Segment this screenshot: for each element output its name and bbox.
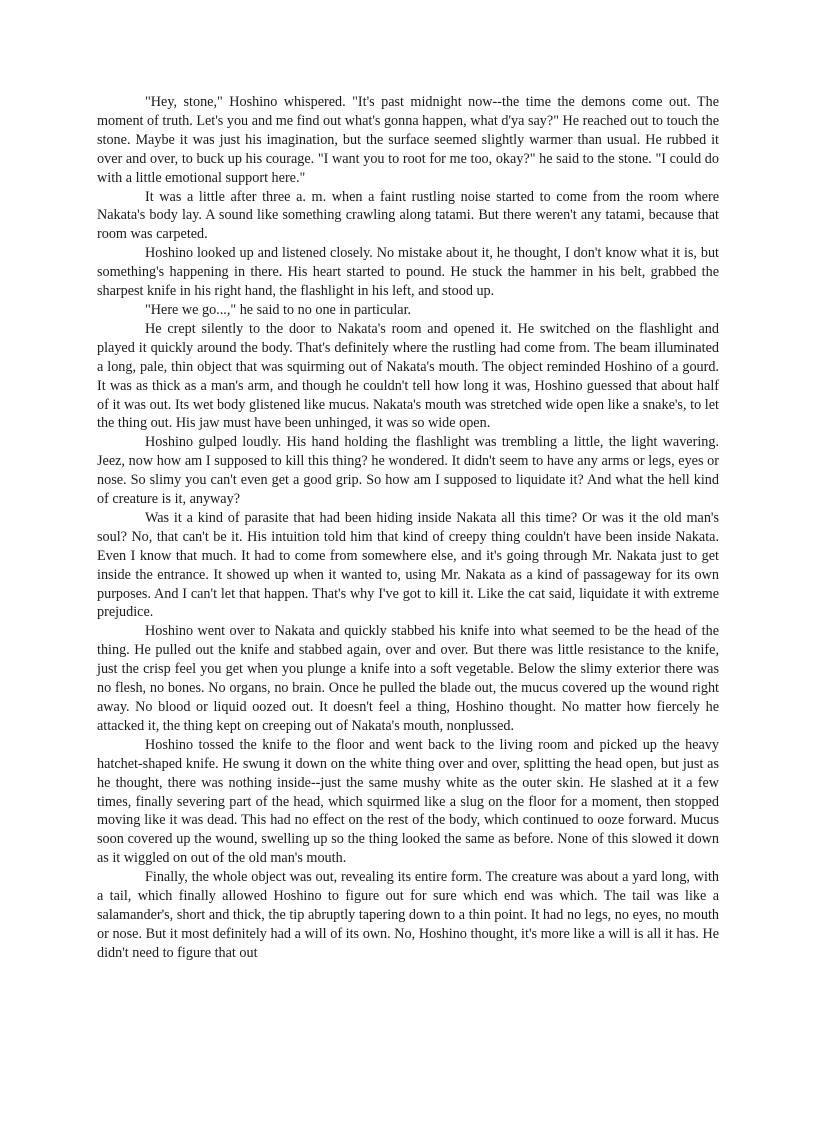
- paragraph: "Hey, stone," Hoshino whispered. "It's past midnight now--the time the demons come out. The moment of truth. Let's you and me find out what's gonna happen, what d'ya say?" He reached out to touch the stone. Maybe it was just his imagination, but the surface seemed slightly warmer than usual. He rubbed it over and over, to buck up his courage. "I want you to root for me too, okay?" he said to the stone. "I could do with a little emotional support here.": [97, 94, 719, 186]
- paragraph: Hoshino gulped loudly. His hand holding the flashlight was trembling a little, the light wavering. Jeez, now how am I supposed to kill this thing? he wondered. It didn't seem to have any arms or legs, eyes or nose. So slimy you can't even get a good grip. So how am I supposed to liquidate it? And what the hell kind of creature is it, anyway?: [97, 434, 719, 508]
- document-page: [97, 93, 719, 963]
- paragraph: Was it a kind of parasite that had been hiding inside Nakata all this time? Or was it the old man's soul? No, that can't be it. His intuition told him that kind of creepy thing couldn't have been inside Nakata. Even I know that much. It had to come from somewhere else, and it's going through Mr. Nakata just to get inside the entrance. It showed up when it wanted to, using Mr. Nakata as a kind of passageway for its own purposes. And I can't let that happen. That's why I've got to kill it. Like the cat said, liquidate it with extreme prejudice.: [97, 509, 719, 621]
- paragraph: He crept silently to the door to Nakata's room and opened it. He switched on the flashlight and played it quickly around the body. That's definitely where the rustling had come from. The beam illuminated a long, pale, thin object that was squirming out of Nakata's mouth. The object reminded Hoshino of a gourd. It was as thick as a man's arm, and though he couldn't tell how long it was, Hoshino guessed that about half of it was out. Its wet body glistened like mucus. Nakata's mouth was stretched wide open like a snake's, to let the thing out. His jaw must have been unhinged, it was so wide open.: [97, 320, 719, 432]
- paragraph: It was a little after three a. m. when a faint rustling noise started to come from the room where Nakata's body lay. A sound like something crawling along tatami. But there weren't any tatami, because that room was carpeted.: [97, 188, 719, 243]
- paragraph: Hoshino tossed the knife to the floor and went back to the living room and picked up the heavy hatchet-shaped knife. He swung it down on the white thing over and over, splitting the head open, but just as he thought, there was nothing inside--just the same mushy white as the outer skin. He slashed at it a few times, finally severing part of the head, which squirmed like a slug on the floor for a moment, then stopped moving like it was dead. This had no effect on the rest of the body, which continued to ooze forward. Mucus soon covered up the wound, swelling up so the thing looked the same as before. None of this slowed it down as it wiggled on out of the old man's mouth.: [97, 736, 719, 867]
- paragraph: "Here we go...," he said to no one in particular.: [145, 301, 412, 318]
- paragraph: Hoshino looked up and listened closely. No mistake about it, he thought, I don't know what it is, but something's happening in there. His heart started to pound. He stuck the hammer in his belt, grabbed the sharpest knife in his right hand, the flashlight in his left, and stood up.: [97, 245, 719, 300]
- paragraph: Hoshino went over to Nakata and quickly stabbed his knife into what seemed to be the head of the thing. He pulled out the knife and stabbed again, over and over. But there was little resistance to the knife, just the crisp feel you get when you plunge a knife into a soft vegetable. Below the slimy exterior there was no flesh, no bones. No organs, no brain. Once he pulled the blade out, the mucus covered up the wound right away. No blood or liquid oozed out. It doesn't feel a thing, Hoshino thought. No matter how fiercely he attacked it, the thing kept on creeping out of Nakata's mouth, nonplussed.: [97, 623, 719, 734]
- paragraph: Finally, the whole object was out, revealing its entire form. The creature was about a yard long, with a tail, which finally allowed Hoshino to figure out for sure which end was which. The tail was like a salamander's, short and thick, the tip abruptly tapering down to a thin point. It had no legs, no eyes, no mouth or nose. But it most definitely had a will of its own. No, Hoshino thought, it's more like a will is all it has. He didn't need to figure that out: [97, 869, 719, 961]
